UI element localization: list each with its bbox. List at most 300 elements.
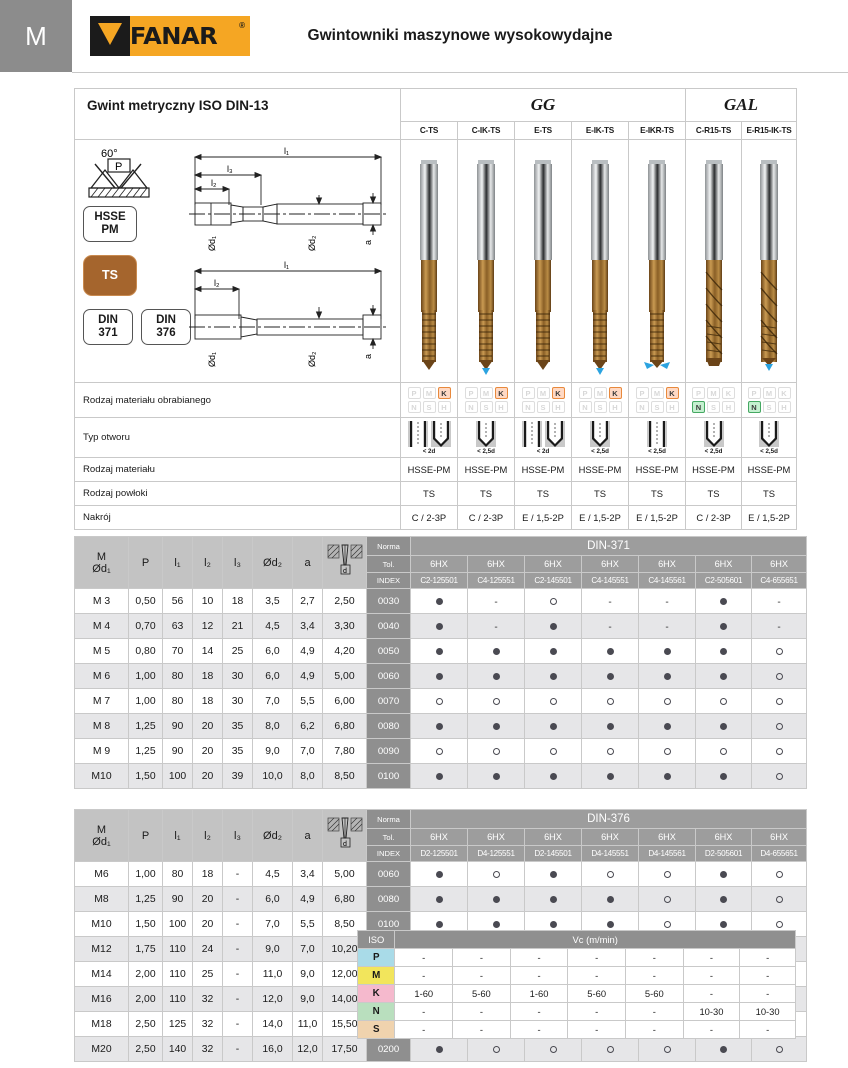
table-row — [75, 1037, 807, 1062]
iso-box-s: S — [594, 401, 607, 413]
dim-a: 11,0 — [293, 1012, 323, 1037]
availability-full — [436, 1046, 443, 1053]
index-code: C4-125551 — [468, 573, 525, 589]
vc-value: - — [395, 967, 453, 985]
cutting-speed-section — [357, 930, 796, 1039]
availability-full — [720, 773, 727, 780]
availability-full — [720, 623, 727, 630]
hole-depth-label: < 2d — [536, 448, 550, 455]
svg-text:d: d — [342, 568, 347, 575]
index-code: D2-145501 — [525, 846, 582, 862]
dim-m: M20 — [75, 1037, 129, 1062]
vc-row — [358, 1003, 796, 1021]
material-worked-row — [75, 383, 797, 418]
iso-box-h: H — [609, 401, 622, 413]
availability-full — [664, 773, 671, 780]
vc-row — [358, 967, 796, 985]
iso-box-s: S — [423, 401, 436, 413]
availability-cell — [525, 1037, 582, 1062]
table-row — [75, 639, 807, 664]
availability-full — [720, 723, 727, 730]
availability-full — [720, 648, 727, 655]
hole-depth-label: < 2,5d — [477, 448, 495, 455]
vc-value: - — [683, 949, 740, 967]
coating-label: Rodzaj powłoki — [75, 482, 401, 506]
dim-p: 1,25 — [129, 887, 163, 912]
material-label: Rodzaj materiału — [75, 458, 401, 482]
availability-limited — [493, 748, 500, 755]
dim-chamfer: 14,00 — [323, 987, 367, 1012]
dim-chamfer: 7,80 — [323, 739, 367, 764]
iso-box-k: K — [438, 387, 451, 399]
dim-d2: 6,0 — [253, 664, 293, 689]
availability-full — [550, 723, 557, 730]
vc-iso-group: M — [358, 967, 395, 985]
tolerance-value: 6HX — [582, 829, 639, 846]
iso-box-s: S — [537, 401, 550, 413]
dim-l3: - — [223, 1037, 253, 1062]
iso-box-n: N — [408, 401, 421, 413]
availability-limited — [776, 673, 783, 680]
order-code[interactable]: 0040 — [367, 614, 411, 639]
dim-d2: 9,0 — [253, 937, 293, 962]
dim-l2: 14 — [193, 639, 223, 664]
index-code: D4-125551 — [468, 846, 525, 862]
order-code[interactable]: 0070 — [367, 689, 411, 714]
dim-chamfer: 8,50 — [323, 764, 367, 789]
availability-cell — [752, 862, 807, 887]
dim-l2: 20 — [193, 887, 223, 912]
dim-m: M 9 — [75, 739, 129, 764]
chamfer-row — [75, 506, 797, 530]
dim-chamfer: 6,80 — [323, 714, 367, 739]
dim-l1: 80 — [163, 664, 193, 689]
vc-value: - — [740, 967, 796, 985]
tolerance-value: 6HX — [525, 556, 582, 573]
iso-box-m: M — [707, 387, 720, 399]
norma-header: Norma — [367, 537, 411, 556]
tol-header: Tol. — [367, 829, 411, 846]
dim-l2: 18 — [193, 664, 223, 689]
dim-l3: - — [223, 912, 253, 937]
coating-value: TS — [572, 482, 629, 506]
iso-material-cell — [629, 383, 686, 418]
iso-material-cell — [572, 383, 629, 418]
availability-none: - — [777, 622, 781, 633]
availability-cell — [468, 614, 525, 639]
blind-hole-icon — [545, 421, 565, 447]
dim-d2: 11,0 — [253, 962, 293, 987]
availability-cell — [468, 887, 525, 912]
tap-image-e-ikr-ts — [640, 154, 674, 376]
availability-full — [493, 723, 500, 730]
dim-header-d2: Ød₂ — [253, 537, 293, 589]
dim-m: M 8 — [75, 714, 129, 739]
availability-cell — [752, 664, 807, 689]
availability-cell — [468, 862, 525, 887]
badge-din376-line1: DIN — [156, 313, 176, 326]
group-gg: GG — [401, 89, 686, 122]
iso-box-p: P — [522, 387, 535, 399]
dim-header-l1: l₁ — [163, 537, 193, 589]
label-l2-lower: l₂ — [214, 278, 220, 288]
availability-full — [607, 921, 614, 928]
dim-d2: 6,0 — [253, 639, 293, 664]
order-code[interactable]: 0100 — [367, 912, 411, 937]
through-hole-icon — [408, 421, 428, 447]
dim-p: 1,50 — [129, 764, 163, 789]
vc-iso-group: S — [358, 1021, 395, 1039]
material-row — [75, 458, 797, 482]
order-code[interactable]: 0080 — [367, 887, 411, 912]
availability-limited — [776, 896, 783, 903]
badge-material-line2: PM — [101, 224, 119, 237]
availability-full — [493, 673, 500, 680]
vc-value: - — [395, 1021, 453, 1039]
vc-value: 1-60 — [510, 985, 568, 1003]
dim-header-m — [75, 810, 129, 862]
availability-limited — [776, 921, 783, 928]
material-value: HSSE-PM — [742, 458, 797, 482]
iso-box-n: N — [636, 401, 649, 413]
availability-cell — [468, 689, 525, 714]
dim-a: 9,0 — [293, 987, 323, 1012]
dim-l3: 35 — [223, 714, 253, 739]
dim-header-m-line2: Ød₁ — [92, 835, 111, 848]
dim-p: 2,50 — [129, 1012, 163, 1037]
badge-din371-line1: DIN — [98, 313, 118, 326]
coolant-outlet-icon — [596, 368, 604, 375]
availability-limited — [550, 748, 557, 755]
chamfer-value: C / 2-3P — [458, 506, 515, 530]
dim-header-l2: l₂ — [193, 537, 223, 589]
availability-cell — [752, 1037, 807, 1062]
tap-image-e-r15-ik-ts — [752, 154, 786, 376]
iso-box-p: P — [636, 387, 649, 399]
availability-none: - — [777, 597, 781, 608]
material-value: HSSE-PM — [458, 458, 515, 482]
iso-box-h: H — [778, 401, 791, 413]
availability-cell — [468, 1037, 525, 1062]
through-hole-icon — [522, 421, 542, 447]
dim-p: 1,50 — [129, 912, 163, 937]
dim-d2: 16,0 — [253, 1037, 293, 1062]
material-value: HSSE-PM — [686, 458, 742, 482]
order-code[interactable]: 0090 — [367, 739, 411, 764]
availability-full — [550, 773, 557, 780]
dim-l2: 20 — [193, 714, 223, 739]
order-code[interactable]: 0060 — [367, 664, 411, 689]
availability-none: - — [665, 597, 669, 608]
hole-type-cell — [401, 418, 458, 458]
dim-l1: 56 — [163, 589, 193, 614]
vc-value: - — [453, 1003, 511, 1021]
availability-full — [720, 598, 727, 605]
table-row — [75, 764, 807, 789]
din371-table — [74, 536, 807, 789]
availability-limited — [664, 921, 671, 928]
order-code[interactable]: 0060 — [367, 862, 411, 887]
material-worked-label: Rodzaj materiału obrabianego — [75, 383, 401, 418]
dim-header-m-line1: M — [96, 550, 107, 563]
vc-value: - — [568, 967, 626, 985]
order-code[interactable]: 0100 — [367, 764, 411, 789]
iso-material-cell — [401, 383, 458, 418]
svg-text:d: d — [342, 841, 347, 848]
dim-p: 1,25 — [129, 739, 163, 764]
availability-cell — [639, 664, 696, 689]
dim-l1: 110 — [163, 937, 193, 962]
index-header: INDEX — [367, 846, 411, 862]
iso-box-s: S — [763, 401, 776, 413]
badge-din-row — [83, 309, 191, 345]
tol-header: Tol. — [367, 556, 411, 573]
iso-box-n: N — [522, 401, 535, 413]
tolerance-value: 6HX — [696, 829, 752, 846]
availability-full — [436, 623, 443, 630]
index-code: D2-125501 — [411, 846, 468, 862]
order-code[interactable]: 0030 — [367, 589, 411, 614]
dim-d2: 10,0 — [253, 764, 293, 789]
vc-iso-group: N — [358, 1003, 395, 1021]
iso-box-k: K — [495, 387, 508, 399]
availability-cell — [639, 739, 696, 764]
availability-none: - — [608, 597, 612, 608]
availability-cell — [582, 1037, 639, 1062]
dim-l1: 80 — [163, 862, 193, 887]
vc-value: - — [453, 949, 511, 967]
dim-l2: 32 — [193, 1012, 223, 1037]
iso-box-p: P — [465, 387, 478, 399]
tolerance-value: 6HX — [468, 556, 525, 573]
tolerance-value: 6HX — [468, 829, 525, 846]
availability-cell — [582, 589, 639, 614]
table-row — [75, 862, 807, 887]
availability-cell — [411, 1037, 468, 1062]
availability-cell — [525, 862, 582, 887]
vc-value: - — [395, 949, 453, 967]
dim-d2: 9,0 — [253, 739, 293, 764]
availability-full — [436, 896, 443, 903]
availability-cell — [696, 739, 752, 764]
availability-limited — [664, 698, 671, 705]
vc-value: - — [683, 1021, 740, 1039]
iso-box-m: M — [480, 387, 493, 399]
index-code: C4-655651 — [752, 573, 807, 589]
material-value: HSSE-PM — [401, 458, 458, 482]
order-code[interactable]: 0050 — [367, 639, 411, 664]
availability-cell — [582, 764, 639, 789]
tap-dimension-drawings — [181, 143, 396, 379]
badge-din371-line2: 371 — [98, 327, 118, 340]
dim-l2: 20 — [193, 764, 223, 789]
vc-value: 1-60 — [395, 985, 453, 1003]
hole-depth-label: < 2,5d — [760, 448, 778, 455]
availability-full — [436, 648, 443, 655]
label-d2-lower: Ød₂ — [307, 351, 317, 367]
vc-iso-group: P — [358, 949, 395, 967]
dim-chamfer: 6,80 — [323, 887, 367, 912]
dim-l1: 110 — [163, 987, 193, 1012]
index-code: C2-505601 — [696, 573, 752, 589]
availability-cell — [525, 689, 582, 714]
product-image-cell — [629, 140, 686, 383]
availability-cell — [525, 589, 582, 614]
availability-cell — [752, 589, 807, 614]
hole-type-cell — [629, 418, 686, 458]
dim-m: M6 — [75, 862, 129, 887]
availability-cell — [752, 739, 807, 764]
availability-full — [436, 921, 443, 928]
availability-cell — [639, 589, 696, 614]
dim-header-m — [75, 537, 129, 589]
vc-value: 10-30 — [683, 1003, 740, 1021]
col-c-r15-ts: C-R15-TS — [686, 122, 742, 140]
vc-value: - — [395, 1003, 453, 1021]
availability-cell — [639, 1037, 696, 1062]
availability-cell — [582, 714, 639, 739]
table-row — [75, 714, 807, 739]
col-c-ik-ts: C-IK-TS — [458, 122, 515, 140]
material-value: HSSE-PM — [572, 458, 629, 482]
dim-p: 1,75 — [129, 937, 163, 962]
tolerance-value: 6HX — [696, 556, 752, 573]
dim-a: 3,4 — [293, 614, 323, 639]
order-code[interactable]: 0080 — [367, 714, 411, 739]
col-e-ts: E-TS — [515, 122, 572, 140]
availability-full — [493, 773, 500, 780]
group-header-row — [75, 89, 797, 122]
dim-l3: 30 — [223, 689, 253, 714]
availability-full — [607, 896, 614, 903]
col-e-ikr-ts: E-IKR-TS — [629, 122, 686, 140]
dim-m: M10 — [75, 912, 129, 937]
index-header: INDEX — [367, 573, 411, 589]
availability-limited — [550, 598, 557, 605]
vc-value: 10-30 — [740, 1003, 796, 1021]
availability-cell — [411, 862, 468, 887]
dim-l1: 70 — [163, 639, 193, 664]
dim-d2: 12,0 — [253, 987, 293, 1012]
page-header — [0, 0, 848, 72]
dim-l2: 32 — [193, 987, 223, 1012]
hole-type-cell — [572, 418, 629, 458]
dim-a: 6,2 — [293, 714, 323, 739]
availability-cell — [525, 739, 582, 764]
vc-value: - — [740, 985, 796, 1003]
availability-none: - — [608, 622, 612, 633]
availability-cell — [468, 664, 525, 689]
vc-value: - — [625, 1021, 683, 1039]
din376-header-row-1 — [75, 810, 807, 829]
iso-box-h: H — [495, 401, 508, 413]
hole-depth-label: < 2d — [422, 448, 436, 455]
dim-m: M 3 — [75, 589, 129, 614]
chamfer-value: E / 1,5-2P — [742, 506, 797, 530]
label-l1-lower: l₁ — [284, 260, 290, 270]
order-code[interactable]: 0200 — [367, 1037, 411, 1062]
availability-cell — [752, 714, 807, 739]
availability-full — [436, 598, 443, 605]
dim-l3: 18 — [223, 589, 253, 614]
index-code: D4-145551 — [582, 846, 639, 862]
dim-l3: 21 — [223, 614, 253, 639]
availability-full — [664, 723, 671, 730]
badge-coating: TS — [83, 255, 137, 295]
coolant-outlet-icon — [482, 368, 490, 375]
tap-image-e-ts — [526, 154, 560, 376]
availability-cell — [468, 714, 525, 739]
iso-box-p: P — [692, 387, 705, 399]
product-overview-table — [74, 88, 797, 530]
product-image-cell — [686, 140, 742, 383]
chamfer-value: C / 2-3P — [686, 506, 742, 530]
badge-stack — [83, 206, 187, 345]
availability-cell — [639, 764, 696, 789]
availability-full — [550, 871, 557, 878]
dim-chamfer: 5,00 — [323, 664, 367, 689]
tap-image-e-ik-ts — [583, 154, 617, 376]
availability-cell — [411, 589, 468, 614]
dim-d2: 4,5 — [253, 614, 293, 639]
angle-label: 60° — [101, 148, 118, 160]
iso-box-m: M — [651, 387, 664, 399]
dim-d2: 7,0 — [253, 689, 293, 714]
table-row — [75, 664, 807, 689]
label-d1-lower: Ød₁ — [207, 351, 217, 367]
index-code: D4-655651 — [752, 846, 807, 862]
dim-l2: 20 — [193, 739, 223, 764]
dim-l2: 25 — [193, 962, 223, 987]
label-a-lower: a — [363, 353, 373, 359]
availability-full — [493, 896, 500, 903]
dim-a: 9,0 — [293, 962, 323, 987]
vc-value: - — [625, 949, 683, 967]
availability-cell — [582, 689, 639, 714]
dim-a: 7,0 — [293, 937, 323, 962]
availability-full — [436, 871, 443, 878]
blind-hole-icon — [431, 421, 451, 447]
index-code: C2-125501 — [411, 573, 468, 589]
blind-hole-icon — [759, 421, 779, 447]
availability-cell — [411, 614, 468, 639]
header-divider — [72, 72, 848, 73]
chamfer-label: Nakrój — [75, 506, 401, 530]
index-code: C4-145551 — [582, 573, 639, 589]
vc-iso-group: K — [358, 985, 395, 1003]
availability-limited — [607, 871, 614, 878]
dim-a: 4,9 — [293, 639, 323, 664]
dim-m: M8 — [75, 887, 129, 912]
dim-d2: 7,0 — [253, 912, 293, 937]
availability-limited — [776, 748, 783, 755]
dim-m: M 5 — [75, 639, 129, 664]
availability-full — [436, 773, 443, 780]
availability-cell — [639, 689, 696, 714]
vc-title: Vc (m/min) — [395, 931, 796, 949]
availability-cell — [411, 664, 468, 689]
availability-cell — [525, 887, 582, 912]
iso-box-m: M — [594, 387, 607, 399]
tolerance-value: 6HX — [639, 829, 696, 846]
dim-header-a: a — [293, 810, 323, 862]
vc-row — [358, 949, 796, 967]
dim-a: 8,0 — [293, 764, 323, 789]
iso-box-h: H — [552, 401, 565, 413]
table-row — [75, 739, 807, 764]
availability-none: - — [494, 597, 498, 608]
dim-p: 0,70 — [129, 614, 163, 639]
